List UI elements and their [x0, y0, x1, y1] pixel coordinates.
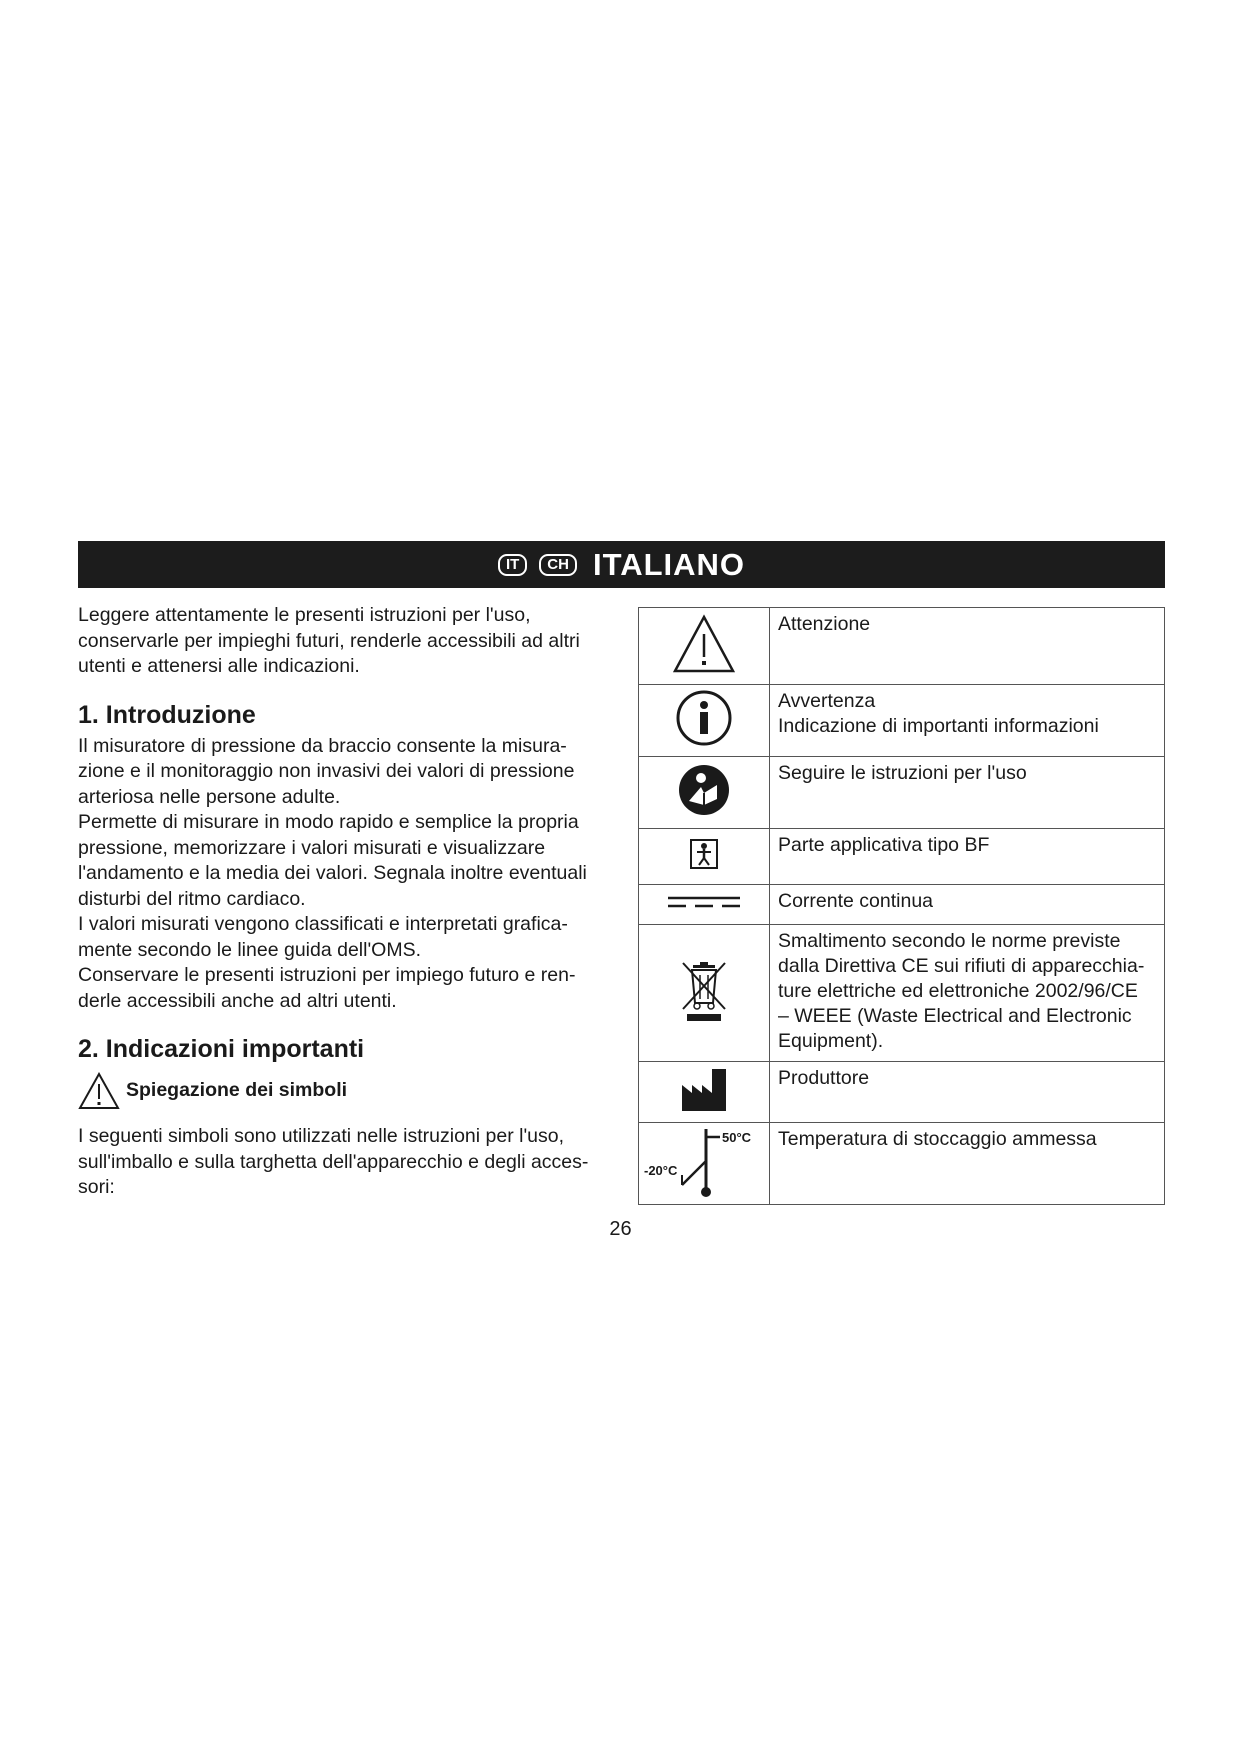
symbol-description: Smaltimento secondo le norme previste	[778, 930, 1121, 952]
symbol-description: – WEEE (Waste Electrical and Electronic	[778, 1005, 1132, 1027]
symbol-description: Corrente continua	[778, 890, 934, 912]
text-line: derle accessibili anche ad altri utenti.	[78, 989, 397, 1012]
language-header-bar	[78, 541, 1165, 588]
temperature-limit-icon	[642, 1123, 766, 1199]
icon-cell	[639, 925, 770, 1062]
symbol-description: ture elettriche ed elettroniche 2002/96/CE	[778, 980, 1138, 1002]
table-row	[639, 829, 1165, 885]
text-line: Permette di misurare in modo rapido e semplice la propria	[78, 811, 579, 833]
table-row	[639, 608, 1165, 685]
symbol-description: Temperatura di stoccaggio ammessa	[778, 1128, 1097, 1150]
desc-cell	[770, 1062, 1165, 1123]
text-line: I seguenti simboli sono utilizzati nelle istruzioni per l'uso,	[78, 1125, 565, 1147]
icon-cell	[639, 829, 770, 885]
left-column	[78, 603, 608, 1201]
text-line: conservarle per impieghi futuri, renderle accessibili ad altri	[78, 629, 580, 652]
icon-cell	[639, 1062, 770, 1123]
symbol-description: Equipment).	[778, 1030, 884, 1052]
warning-triangle-icon	[672, 614, 736, 674]
table-row	[639, 1062, 1165, 1123]
desc-cell	[770, 829, 1165, 885]
country-badge-it: IT	[498, 554, 527, 576]
icon-cell	[639, 757, 770, 829]
icon-cell	[639, 685, 770, 757]
symbol-description: Avvertenza	[778, 690, 876, 712]
table-row	[639, 685, 1165, 757]
desc-cell	[770, 608, 1165, 685]
symbol-description: Indicazione di importanti informazioni	[778, 715, 1099, 737]
text-line: l'andamento e la media dei valori. Segnala inoltre eventuali	[78, 862, 587, 884]
desc-cell	[770, 685, 1165, 757]
text-line: utenti e attenersi alle indicazioni.	[78, 655, 360, 677]
section-title-indicazioni: 2. Indicazioni importanti	[78, 1035, 365, 1063]
direct-current-icon	[666, 892, 742, 912]
text-line: zione e il monitoraggio non invasivi dei valori di pressione	[78, 760, 575, 782]
text-line: Leggere attentamente le presenti istruzioni per l'uso,	[78, 604, 531, 626]
symbol-description: dalla Direttiva CE sui rifiuti di apparecchia-	[778, 955, 1145, 977]
desc-cell	[770, 1123, 1165, 1205]
section-title-introduzione: 1. Introduzione	[78, 700, 256, 729]
manufacturer-icon	[680, 1067, 728, 1113]
country-badge-ch: CH	[539, 554, 577, 576]
language-title: ITALIANO	[592, 546, 746, 582]
text-line: pressione, memorizzare i valori misurati e visualizzare	[78, 836, 546, 859]
read-manual-icon	[677, 763, 731, 817]
text-line: sori:	[78, 1176, 115, 1198]
desc-cell	[770, 925, 1165, 1062]
desc-cell	[770, 885, 1165, 925]
desc-cell	[770, 757, 1165, 829]
table-row	[639, 1123, 1165, 1205]
text-line: arteriosa nelle persone adulte.	[78, 785, 341, 808]
warning-triangle-icon	[78, 1072, 120, 1110]
icon-cell	[639, 885, 770, 925]
intro-paragraph	[78, 603, 608, 680]
type-bf-icon	[689, 838, 719, 870]
text-line: disturbi del ritmo cardiaco.	[78, 887, 306, 910]
text-line: sull'imballo e sulla targhetta dell'apparecchio e degli acces-	[78, 1150, 589, 1173]
symbols-subheading	[78, 1072, 608, 1110]
symbol-description: Produttore	[778, 1067, 870, 1089]
icon-cell	[639, 1123, 770, 1205]
text-line: I valori misurati vengono classificati e interpretati grafica-	[78, 913, 568, 935]
info-icon	[675, 689, 733, 747]
icon-cell	[639, 608, 770, 685]
temperature-min-label: -20°C	[644, 1163, 678, 1178]
table-row	[639, 885, 1165, 925]
temperature-max-label: 50°C	[722, 1130, 752, 1145]
text-line: Il misuratore di pressione da braccio consente la misura-	[78, 734, 567, 757]
symbol-description: Attenzione	[778, 613, 871, 635]
table-row	[639, 925, 1165, 1062]
text-line: Conservare le presenti istruzioni per impiego futuro e ren-	[78, 964, 576, 986]
symbols-subheading-label: Spiegazione dei simboli	[126, 1079, 348, 1102]
symbol-description: Seguire le istruzioni per l'uso	[778, 762, 1027, 784]
section1-paragraph	[78, 734, 608, 1015]
symbols-table	[638, 607, 1165, 1205]
page-number: 26	[609, 1218, 632, 1240]
symbol-description: Parte applicativa tipo BF	[778, 834, 990, 856]
weee-bin-icon	[679, 959, 729, 1023]
table-row	[639, 757, 1165, 829]
section2-paragraph	[78, 1124, 608, 1201]
text-line: mente secondo le linee guida dell'OMS.	[78, 938, 422, 961]
